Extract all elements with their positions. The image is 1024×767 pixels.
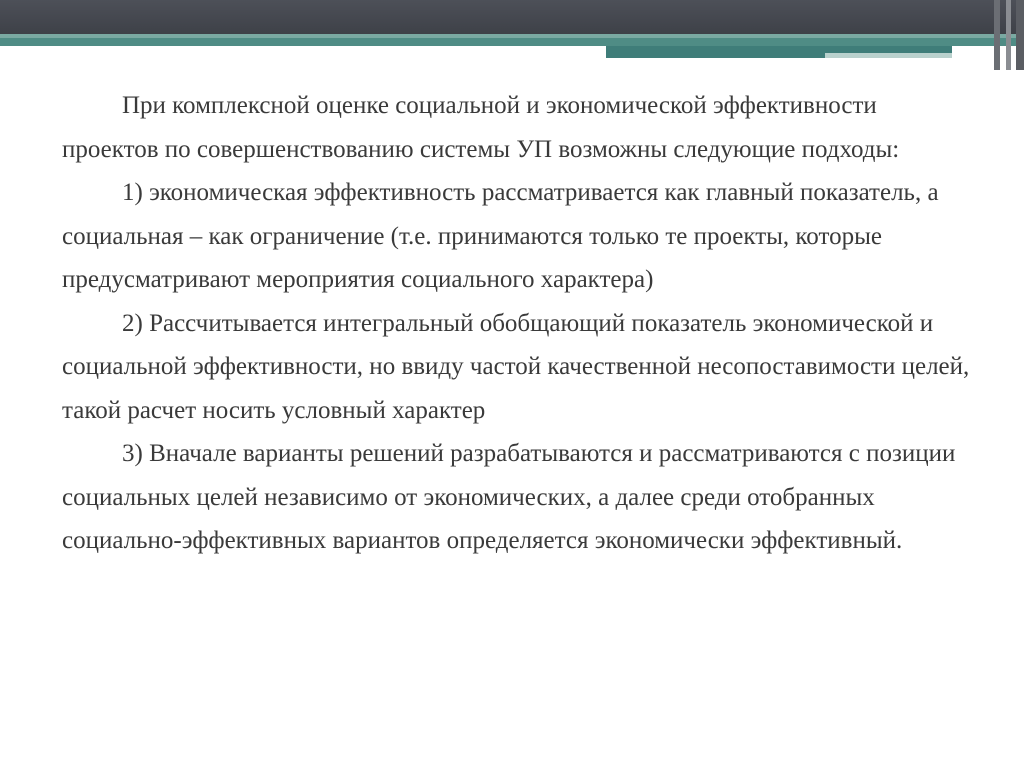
approach-item-1: 1) экономическая эффективность рассматривается как главный показатель, а социальная – как ограничение (т.е. принимаются только те проекты, которые предусматривают мероприятия социального характера) — [62, 179, 939, 293]
approach-item-2: 2) Рассчитывается интегральный обобщающий показатель экономической и социальной эффективности, но ввиду частой качественной несопоставимости целей, такой расчет носить условный характер — [62, 309, 970, 424]
header-dark-bar — [0, 0, 1024, 34]
header-teal-bar — [0, 38, 1024, 46]
intro-paragraph: При комплексной оценке социальной и экономической эффективности проектов по совершенствованию системы УП возможны следующие подходы: — [62, 92, 900, 163]
corner-strip — [994, 0, 1000, 70]
slide-body — [62, 84, 972, 563]
approach-item-3: 3) Вначале варианты решений разрабатываются и рассматриваются с позиции социальных целей независимо от экономических, а далее среди отобранных социально-эффективных вариантов определяется экономически эффективный. — [62, 440, 956, 554]
corner-strip — [1016, 0, 1024, 70]
corner-strip — [1006, 0, 1011, 70]
header-accent-light — [825, 53, 952, 58]
